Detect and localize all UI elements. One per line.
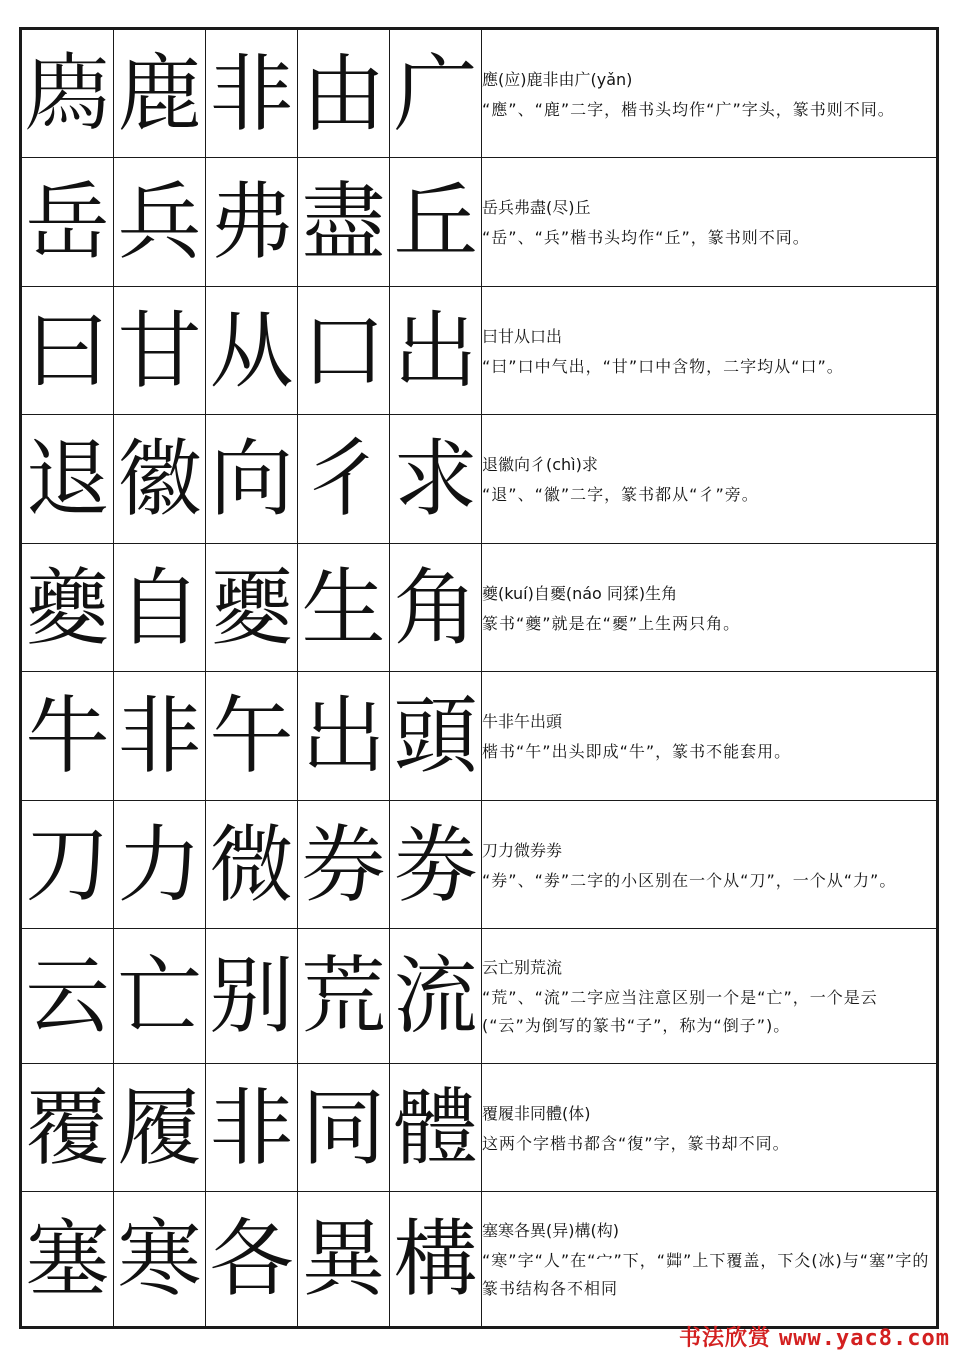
note-description: “寒”字“人”在“宀”下，“茻”上下覆盖，下仌(冰)与“塞”字的篆书结构各不相同: [482, 1251, 930, 1299]
note-cell: [482, 1063, 937, 1191]
seal-character: 夒: [206, 543, 298, 671]
table-row: [22, 672, 937, 800]
seal-character: 午: [206, 672, 298, 800]
seal-character: 塞: [22, 1192, 114, 1327]
seal-character: 非: [206, 1063, 298, 1191]
seal-character: 頭: [390, 672, 482, 800]
seal-character: 甘: [114, 286, 206, 414]
seal-character: 同: [298, 1063, 390, 1191]
table-row: [22, 415, 937, 543]
seal-character: 券: [298, 800, 390, 928]
table-row: [22, 1063, 937, 1191]
note-title: 岳兵弗盡(尽)丘: [482, 198, 591, 218]
seal-character: 𢊁: [22, 30, 114, 158]
note-description: “岳”、“兵”楷书头均作“丘”，篆书则不同。: [482, 228, 810, 248]
seal-character: 亡: [114, 929, 206, 1064]
note-title: 退徽向彳(chì)求: [482, 455, 598, 475]
note-title: 覆履非同體(体): [482, 1103, 591, 1123]
site-watermark: [679, 1321, 950, 1352]
table-row: [22, 30, 937, 158]
note-description: “曰”口中气出，“甘”口中含物，二字均从“口”。: [482, 356, 844, 376]
note-cell: [482, 30, 937, 158]
seal-character: 盡: [298, 158, 390, 286]
note-cell: [482, 800, 937, 928]
seal-character: 口: [298, 286, 390, 414]
seal-character: 微: [206, 800, 298, 928]
seal-character: 劵: [390, 800, 482, 928]
seal-character: 兵: [114, 158, 206, 286]
note-cell: [482, 415, 937, 543]
seal-character: 體: [390, 1063, 482, 1191]
note-description: “退”、“徽”二字，篆书都从“彳”旁。: [482, 485, 759, 505]
table-row: [22, 929, 937, 1064]
seal-character: 力: [114, 800, 206, 928]
seal-character: 夔: [22, 543, 114, 671]
comparison-sheet: [19, 27, 939, 1329]
seal-character: 各: [206, 1192, 298, 1327]
note-description: 楷书“午”出头即成“牛”，篆书不能套用。: [482, 742, 792, 762]
seal-character: 别: [206, 929, 298, 1064]
note-cell: [482, 929, 937, 1064]
note-cell: [482, 158, 937, 286]
note-title: 云亡别荒流: [482, 958, 563, 978]
note-description: “券”、“劵”二字的小区别在一个从“刀”，一个从“力”。: [482, 870, 897, 890]
seal-character: 曰: [22, 286, 114, 414]
seal-character: 自: [114, 543, 206, 671]
seal-character: 生: [298, 543, 390, 671]
seal-character: 覆: [22, 1063, 114, 1191]
seal-character: 非: [114, 672, 206, 800]
seal-character: 向: [206, 415, 298, 543]
note-title: 應(应)鹿非由广(yǎn): [482, 69, 633, 89]
seal-character: 广: [390, 30, 482, 158]
note-cell: [482, 1192, 937, 1327]
note-cell: [482, 672, 937, 800]
seal-character: 寒: [114, 1192, 206, 1327]
seal-character: 構: [390, 1192, 482, 1327]
table-body: [22, 30, 937, 1327]
seal-character: 非: [206, 30, 298, 158]
table-row: [22, 1192, 937, 1327]
seal-character: 履: [114, 1063, 206, 1191]
note-description: 篆书“夔”就是在“夒”上生两只角。: [482, 613, 741, 633]
table-row: [22, 158, 937, 286]
seal-character: 牛: [22, 672, 114, 800]
seal-character: 徽: [114, 415, 206, 543]
seal-character: 丘: [390, 158, 482, 286]
seal-character: 退: [22, 415, 114, 543]
seal-character: 岳: [22, 158, 114, 286]
seal-character: 求: [390, 415, 482, 543]
seal-character: 荒: [298, 929, 390, 1064]
seal-character: 異: [298, 1192, 390, 1327]
seal-character: 由: [298, 30, 390, 158]
seal-character: 从: [206, 286, 298, 414]
note-title: 夔(kuí)自夒(náo 同猱)生角: [482, 583, 678, 603]
note-title: 曰甘从口出: [482, 326, 563, 346]
note-cell: [482, 543, 937, 671]
note-cell: [482, 286, 937, 414]
seal-character: 云: [22, 929, 114, 1064]
watermark-name: 书法欣赏: [679, 1326, 772, 1351]
seal-character: 弗: [206, 158, 298, 286]
note-title: 刀力微券劵: [482, 840, 563, 860]
seal-character: 角: [390, 543, 482, 671]
table-row: [22, 800, 937, 928]
seal-character: 鹿: [114, 30, 206, 158]
note-description: “應”、“鹿”二字，楷书头均作“广”字头，篆书则不同。: [482, 99, 895, 119]
seal-character: 出: [298, 672, 390, 800]
table-row: [22, 286, 937, 414]
seal-character: 刀: [22, 800, 114, 928]
seal-character: 彳: [298, 415, 390, 543]
seal-script-table: [21, 29, 937, 1327]
note-title: 牛非午出頭: [482, 712, 563, 732]
seal-character: 出: [390, 286, 482, 414]
watermark-url: www.yac8.com: [779, 1326, 950, 1351]
table-row: [22, 543, 937, 671]
note-title: 塞寒各異(异)構(构): [482, 1221, 619, 1241]
seal-character: 流: [390, 929, 482, 1064]
note-description: “荒”、“流”二字应当注意区别一个是“亡”，一个是云(“云”为倒写的篆书“子”，称为“倒子”)。: [482, 988, 878, 1036]
note-description: 这两个字楷书都含“復”字，篆书却不同。: [482, 1133, 790, 1153]
